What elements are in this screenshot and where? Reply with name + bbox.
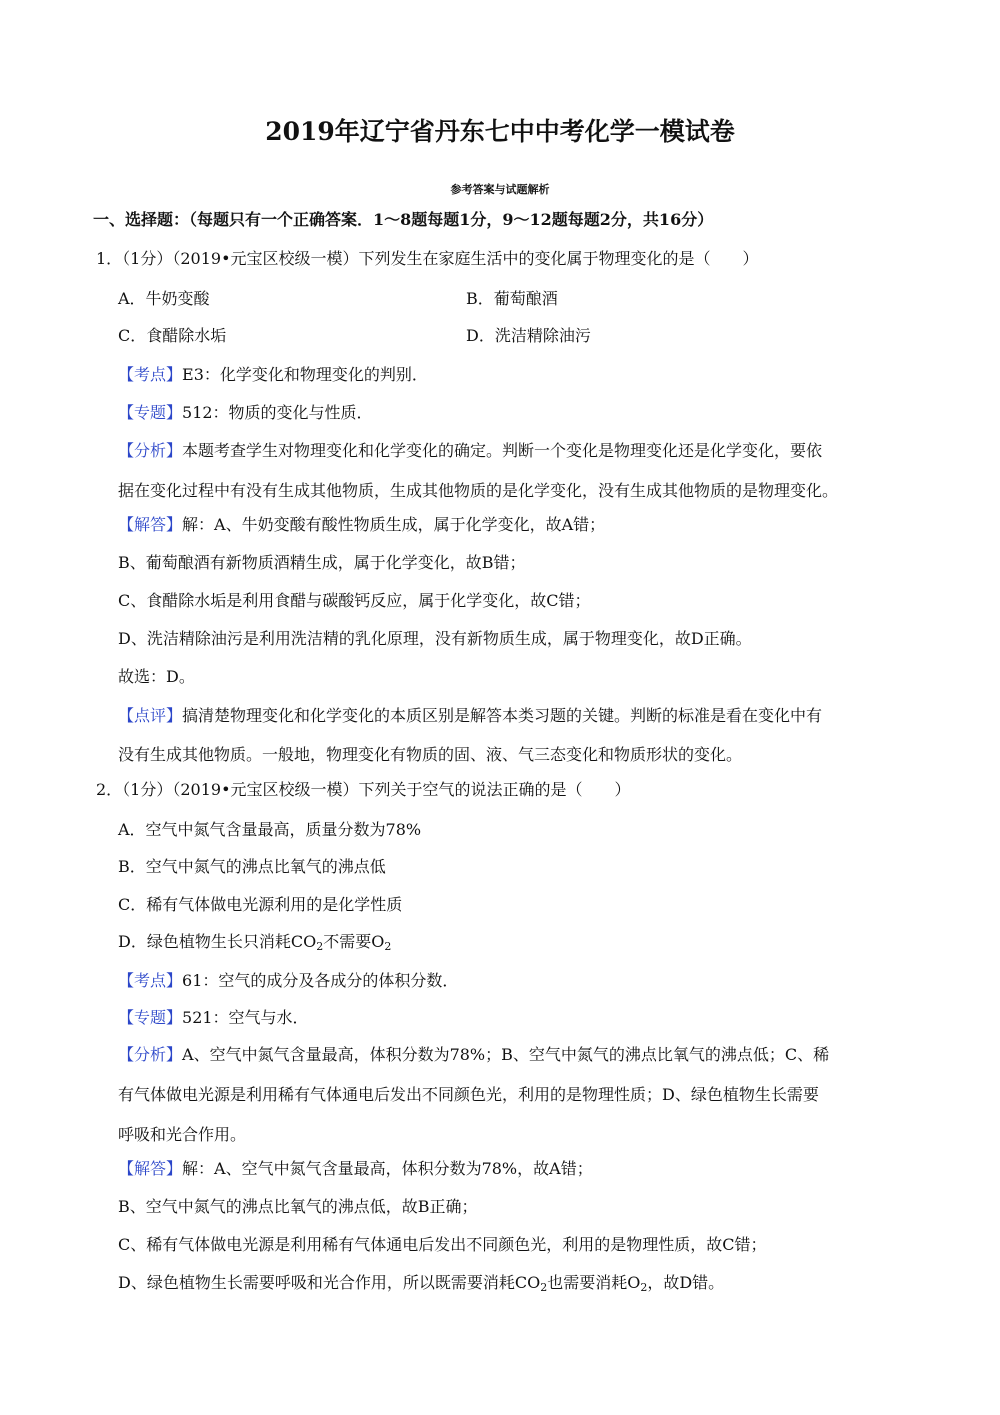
q1-jieda-line-b: B、葡萄酿酒有新物质酒精生成，属于化学变化，故B错； (118, 553, 526, 572)
q1-fenxi-line-1: 本题考查学生对物理变化和化学变化的确定。判断一个变化是物理变化还是化学变化，要依 (182, 441, 823, 460)
q1-option-c: C．食醋除水垢 (118, 326, 227, 345)
q2-zhuanti-text: 521：空气与水． (182, 1008, 309, 1027)
q2-jieda-last-post: ，故D错。 (647, 1273, 725, 1292)
kaodian-tag: 【考点】 (118, 971, 183, 990)
q1-option-b: B．葡萄酿酒 (466, 289, 558, 308)
q1-zhuanti (118, 403, 373, 423)
q1-dianping-line-2: 没有生成其他物质。一般地，物理变化有物质的固、液、气三态变化和物质形状的变化。 (118, 745, 743, 764)
q1-kaodian-text: E3：化学变化和物理变化的判别． (182, 365, 428, 384)
fenxi-tag: 【分析】 (118, 441, 183, 460)
fenxi-tag: 【分析】 (118, 1045, 183, 1064)
q1-dianping (118, 706, 822, 726)
q1-jieda (118, 515, 605, 535)
q2-jieda-last-pre: D、绿色植物生长需要呼吸和光合作用，所以既需要消耗CO (118, 1273, 541, 1292)
kaodian-tag: 【考点】 (118, 365, 183, 384)
q2-fenxi-line-2: 有气体做电光源是利用稀有气体通电后发出不同颜色光，利用的是物理性质；D、绿色植物生长需要 (118, 1085, 819, 1104)
q1-option-d: D．洗洁精除油污 (466, 326, 591, 345)
q1-zhuanti-text: 512：物质的变化与性质． (182, 403, 373, 422)
q1-jieda-line-c: C、食醋除水垢是利用食醋与碳酸钙反应，属于化学变化，故C错； (118, 591, 591, 610)
q2-fenxi-line-1: A、空气中氮气含量最高，体积分数为78%；B、空气中氮气的沸点比氧气的沸点低；C、稀 (182, 1045, 830, 1064)
q2-fenxi (118, 1045, 829, 1065)
jieda-tag: 【解答】 (118, 1159, 183, 1178)
q2-option-d-sub1: 2 (316, 940, 324, 953)
q2-option-c: C．稀有气体做电光源利用的是化学性质 (118, 895, 403, 914)
zhuanti-tag: 【专题】 (118, 403, 183, 422)
section-heading: 一、选择题：（每题只有一个正确答案．1～8题每题1分，9～12题每题2分，共16分） (93, 210, 714, 229)
q2-jieda-last-sub2: 2 (640, 1281, 648, 1294)
jieda-tag: 【解答】 (118, 515, 183, 534)
q1-option-a: A．牛奶变酸 (118, 289, 210, 308)
q2-jieda-last-sub1: 2 (540, 1281, 548, 1294)
question-1-stem: 1．（1分）（2019•元宝区校级一模）下列发生在家庭生活中的变化属于物理变化的是（ ） (96, 249, 759, 268)
q2-option-d-sub2: 2 (384, 940, 392, 953)
question-2-stem: 2．（1分）（2019•元宝区校级一模）下列关于空气的说法正确的是（ ） (96, 780, 631, 799)
q1-fenxi-line-2: 据在变化过程中有没有生成其他物质，生成其他物质的是化学变化，没有生成其他物质的是物理变化。 (118, 481, 839, 500)
q2-jieda (118, 1159, 593, 1179)
q2-kaodian-text: 61：空气的成分及各成分的体积分数． (182, 971, 459, 990)
q1-kaodian (118, 365, 428, 385)
q2-jieda-line-d (118, 1273, 724, 1293)
q2-kaodian (118, 971, 458, 991)
q2-option-a: A．空气中氮气含量最高，质量分数为78% (118, 820, 422, 839)
q1-fenxi (118, 441, 822, 461)
page-title: 2019年辽宁省丹东七中中考化学一模试卷 (265, 117, 735, 146)
dianping-tag: 【点评】 (118, 706, 183, 725)
q2-option-d-mid: 不需要O (323, 932, 385, 951)
q2-fenxi-line-3: 呼吸和光合作用。 (118, 1125, 247, 1144)
q2-jieda-last-mid: 也需要消耗O (547, 1273, 641, 1292)
q2-option-d-pre: D．绿色植物生长只消耗CO (118, 932, 317, 951)
q2-jieda-line-b: B、空气中氮气的沸点比氧气的沸点低，故B正确； (118, 1197, 478, 1216)
q2-option-b: B．空气中氮气的沸点比氧气的沸点低 (118, 857, 386, 876)
q1-answer: 故选：D。 (118, 667, 195, 686)
q2-option-d (118, 932, 391, 952)
q2-jieda-line-c: C、稀有气体做电光源是利用稀有气体通电后发出不同颜色光，利用的是物理性质，故C错； (118, 1235, 767, 1254)
zhuanti-tag: 【专题】 (118, 1008, 183, 1027)
q1-jieda-line-d: D、洗洁精除油污是利用洗洁精的乳化原理，没有新物质生成，属于物理变化，故D正确。 (118, 629, 752, 648)
page-subtitle: 参考答案与试题解析 (450, 183, 550, 196)
q2-jieda-first: 解：A、空气中氮气含量最高，体积分数为78%，故A错； (182, 1159, 593, 1178)
q2-zhuanti (118, 1008, 309, 1028)
q1-jieda-first: 解：A、牛奶变酸有酸性物质生成，属于化学变化，故A错； (182, 515, 606, 534)
q1-dianping-line-1: 搞清楚物理变化和化学变化的本质区别是解答本类习题的关键。判断的标准是看在变化中有 (182, 706, 823, 725)
